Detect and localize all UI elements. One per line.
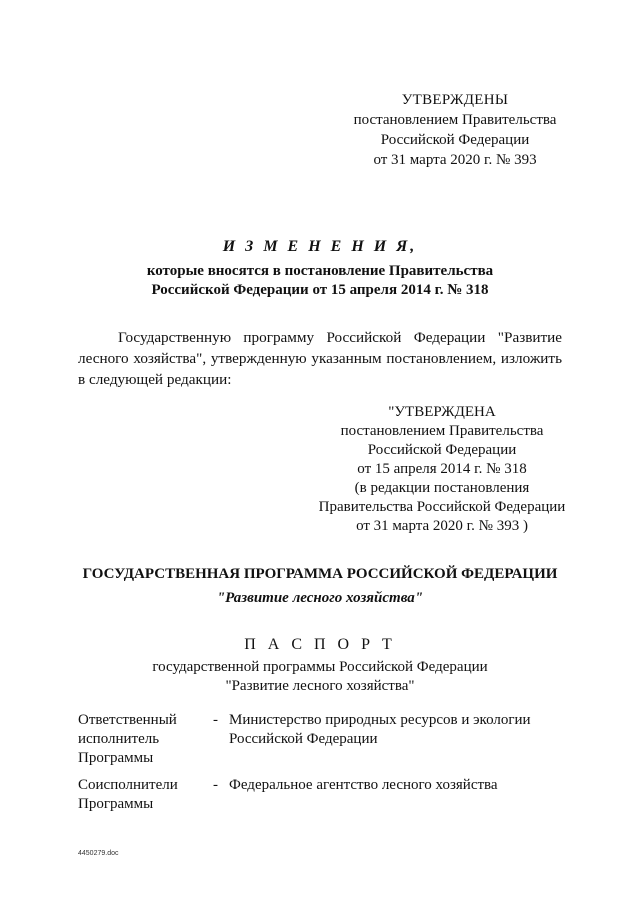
row-dash: - bbox=[213, 777, 218, 793]
changes-subtitle bbox=[0, 262, 640, 300]
program-approval-line: от 15 апреля 2014 г. № 318 bbox=[357, 461, 527, 477]
approval-line: Российской Федерации bbox=[380, 132, 530, 148]
row-value bbox=[229, 776, 599, 795]
approval-date-number: от 31 марта 2020 г. № 393 bbox=[373, 152, 537, 168]
approval-stamp bbox=[300, 90, 610, 170]
program-approval-heading: "УТВЕРЖДЕНА bbox=[388, 404, 496, 420]
program-approval-line: от 31 марта 2020 г. № 393 ) bbox=[356, 518, 528, 534]
row-value-line: Федеральное агентство лесного хозяйства bbox=[229, 777, 498, 793]
program-approval-line: Российской Федерации bbox=[367, 442, 517, 458]
approval-heading: УТВЕРЖДЕНЫ bbox=[401, 92, 509, 108]
changes-subtitle-line: Российской Федерации от 15 апреля 2014 г. № 318 bbox=[151, 282, 489, 298]
program-subtitle: "Развитие лесного хозяйства" bbox=[216, 590, 424, 606]
paragraph-line: Государственную программу Российской Федерации "Развитие bbox=[118, 329, 562, 346]
row-dash: - bbox=[213, 712, 218, 728]
approval-line: постановлением Правительства bbox=[353, 112, 557, 128]
program-approval-line: Правительства Российской Федерации bbox=[318, 499, 566, 515]
row-label-line: Программы bbox=[78, 750, 154, 766]
footer-filename: 4450279.doc bbox=[78, 850, 119, 857]
row-label-line: Соисполнители bbox=[78, 777, 178, 793]
row-label-line: Программы bbox=[78, 796, 154, 812]
row-value bbox=[229, 711, 599, 749]
row-value-line: Министерство природных ресурсов и экологии bbox=[229, 712, 531, 728]
changes-subtitle-line: которые вносятся в постановление Правительства bbox=[146, 263, 494, 279]
program-title: ГОСУДАРСТВЕННАЯ ПРОГРАММА РОССИЙСКОЙ ФЕДЕРАЦИИ bbox=[82, 566, 558, 582]
paragraph-line: лесного хозяйства", утвержденную указанным постановлением, изложить bbox=[78, 350, 562, 367]
passport-title: П А С П О Р Т bbox=[244, 636, 396, 653]
paragraph-line: в следующей редакции: bbox=[78, 371, 232, 388]
program-approval-line: (в редакции постановления bbox=[354, 480, 530, 496]
row-label bbox=[78, 776, 208, 814]
passport-subtitle-line: "Развитие лесного хозяйства" bbox=[225, 678, 415, 694]
row-value-line: Российской Федерации bbox=[229, 731, 378, 747]
passport-row-coexecutors bbox=[78, 776, 598, 816]
row-label-line: Ответственный bbox=[78, 712, 177, 728]
row-label bbox=[78, 711, 208, 768]
program-approval-line: постановлением Правительства bbox=[340, 423, 544, 439]
passport-subtitle bbox=[0, 658, 640, 696]
program-approval-stamp bbox=[282, 403, 602, 536]
passport-subtitle-line: государственной программы Российской Федерации bbox=[152, 659, 488, 675]
row-label-line: исполнитель bbox=[78, 731, 160, 747]
body-paragraph bbox=[78, 327, 562, 390]
changes-title: И З М Е Н Е Н И Я, bbox=[222, 238, 418, 255]
passport-row-responsible bbox=[78, 711, 598, 771]
